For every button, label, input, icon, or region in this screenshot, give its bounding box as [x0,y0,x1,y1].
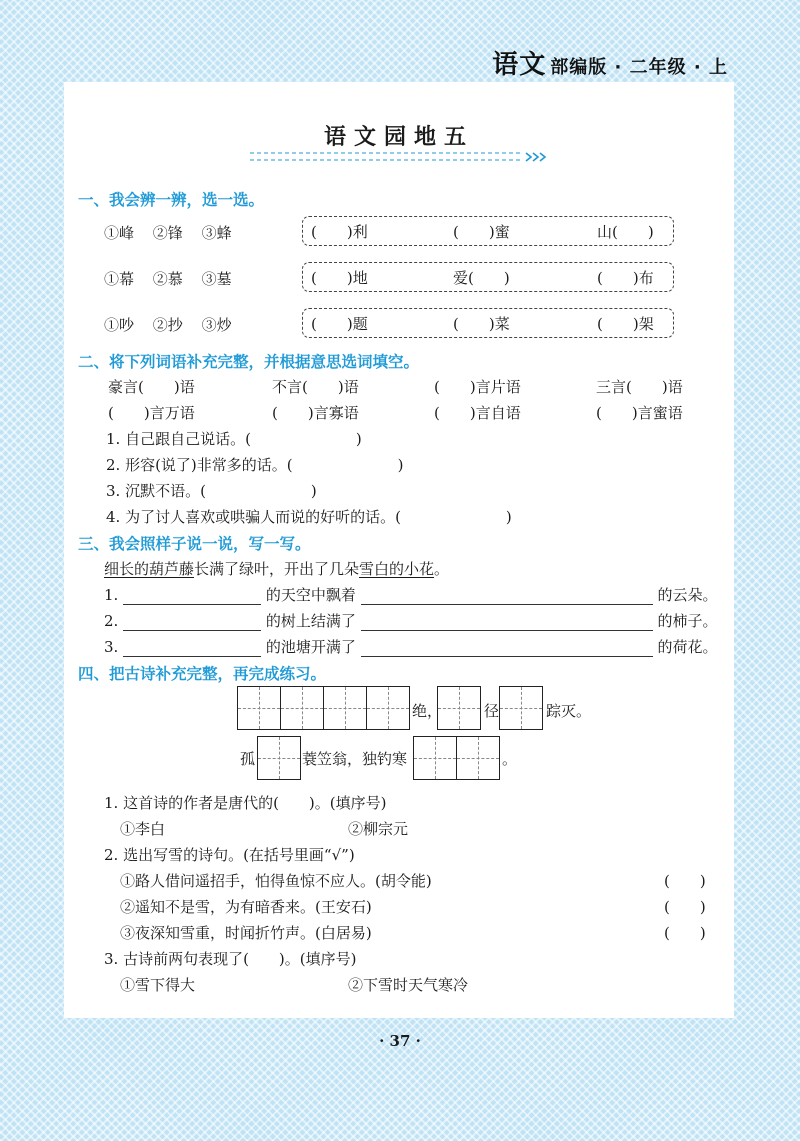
idiom[interactable]: 豪言( )语 [108,378,195,396]
choice: ③蜂 [201,224,232,242]
line-middle: 的天空中飘着 [265,586,356,604]
poem-text: 踪灭。 [546,702,592,720]
blank[interactable]: ( )架 [597,314,654,333]
example-part: 细长的葫芦藤 [104,560,195,578]
choice: ②锋 [152,224,183,242]
check-blank[interactable]: ( ) [664,898,706,916]
title-divider [250,150,550,164]
char-grid-5[interactable] [238,686,410,730]
poem-text: 。 [502,750,518,768]
choice-row-2 [104,268,246,289]
section4-heading: 四、把古诗补充完整，再完成练习。 [78,665,327,683]
choice: ①峰 [104,224,135,242]
page-header [492,44,728,81]
subject-label: 语文 [492,50,547,80]
example-part: 雪白的小花 [359,560,435,578]
blank[interactable]: ( )布 [597,268,654,287]
idiom[interactable]: ( )言自语 [434,404,521,422]
blank[interactable]: ( )题 [311,314,368,333]
idiom[interactable]: ( )言蜜语 [596,404,683,422]
example-part: 。 [434,560,450,578]
line-number: 1. [104,586,119,604]
example-sentence [104,558,449,579]
line-middle: 的池塘开满了 [265,638,356,656]
poem-text: 孤 [240,750,256,768]
line-number: 2. [104,612,119,630]
line-end: 的柿子。 [657,612,718,630]
idiom[interactable]: 三言( )语 [596,378,683,396]
grid-cell[interactable] [437,686,481,730]
grid-cell[interactable] [280,686,324,730]
grid-cell[interactable] [366,686,410,730]
answer-blank[interactable] [123,615,261,631]
blank[interactable]: ( )菜 [453,314,510,333]
option: ①李白 [120,820,166,838]
question: 2. 选出写雪的诗句。(在括号里画“√”) [104,846,355,864]
answer-blank[interactable] [123,589,261,605]
question[interactable]: 3. 古诗前两句表现了( )。(填序号) [104,950,357,968]
char-grid-1b[interactable] [500,686,543,730]
section1-heading: 一、我会辨一辨，选一选。 [78,191,265,209]
idiom[interactable]: 不言( )语 [272,378,359,396]
grid-cell[interactable] [456,736,500,780]
blank[interactable]: 山( ) [597,222,654,241]
section3-heading: 三、我会照样子说一说，写一写。 [78,535,311,553]
option: ②柳宗元 [348,820,409,838]
blank-box-1[interactable] [302,216,674,246]
example-part: 长满了绿叶，开出了几朵 [194,560,360,578]
edition-label: 部编版 · 二年级 · 上 [550,57,728,78]
line-middle: 的树上结满了 [265,612,356,630]
blank[interactable]: 爱( ) [453,268,510,287]
option: ①雪下得大 [120,976,196,994]
choice: ③炒 [201,316,232,334]
char-grid-1[interactable] [438,686,481,730]
choice: ①幕 [104,270,135,288]
choice-row-1 [104,222,246,243]
choice-row-3 [104,314,246,335]
poem-text: 径 [484,702,500,720]
page-number: · 37 · [379,1032,421,1050]
question-item[interactable]: 1. 自己跟自己说话。( ) [106,430,362,448]
question-item[interactable]: 4. 为了讨人喜欢或哄骗人而说的好听的话。( ) [106,508,512,526]
char-grid-2[interactable] [414,736,500,780]
grid-cell[interactable] [237,686,281,730]
answer-blank[interactable] [361,589,653,605]
blank[interactable]: ( )地 [311,268,368,287]
choice: ①吵 [104,316,135,334]
idiom[interactable]: ( )言万语 [108,404,195,422]
char-grid-1c[interactable] [258,736,301,780]
answer-blank[interactable] [123,641,261,657]
blank-box-2[interactable] [302,262,674,292]
poem-option: ②遥知不是雪，为有暗香来。(王安石) [120,898,372,916]
choice: ②慕 [152,270,183,288]
grid-cell[interactable] [257,736,301,780]
line-end: 的荷花。 [657,638,718,656]
grid-cell[interactable] [323,686,367,730]
poem-text: 绝， [412,702,443,720]
check-blank[interactable]: ( ) [664,872,706,890]
poem-option: ③夜深知雪重，时闻折竹声。(白居易) [120,924,372,942]
answer-blank[interactable] [361,615,653,631]
choice: ③墓 [201,270,232,288]
question[interactable]: 1. 这首诗的作者是唐代的( )。(填序号) [104,794,387,812]
grid-cell[interactable] [499,686,543,730]
blank-box-3[interactable] [302,308,674,338]
idiom[interactable]: ( )言片语 [434,378,521,396]
answer-blank[interactable] [361,641,653,657]
poem-text: 蓑笠翁，独钓寒 [302,750,408,768]
section2-heading: 二、将下列词语补充完整，并根据意思选词填空。 [78,353,420,371]
blank[interactable]: ( )利 [311,222,368,241]
line-number: 3. [104,638,119,656]
worksheet [64,82,734,1018]
fill-line-2 [104,610,717,631]
question-item[interactable]: 3. 沉默不语。( ) [106,482,317,500]
blank[interactable]: ( )蜜 [453,222,510,241]
poem-option: ①路人借问遥招手，怕得鱼惊不应人。(胡令能) [120,872,432,890]
line-end: 的云朵。 [657,586,718,604]
grid-cell[interactable] [413,736,457,780]
page-title: 语文园地五 [323,125,474,150]
check-blank[interactable]: ( ) [664,924,706,942]
idiom[interactable]: ( )言寡语 [272,404,359,422]
question-item[interactable]: 2. 形容(说了)非常多的话。( ) [106,456,404,474]
option: ②下雪时天气寒冷 [348,976,469,994]
choice: ②抄 [152,316,183,334]
fill-line-3 [104,636,717,657]
fill-line-1 [104,584,717,605]
